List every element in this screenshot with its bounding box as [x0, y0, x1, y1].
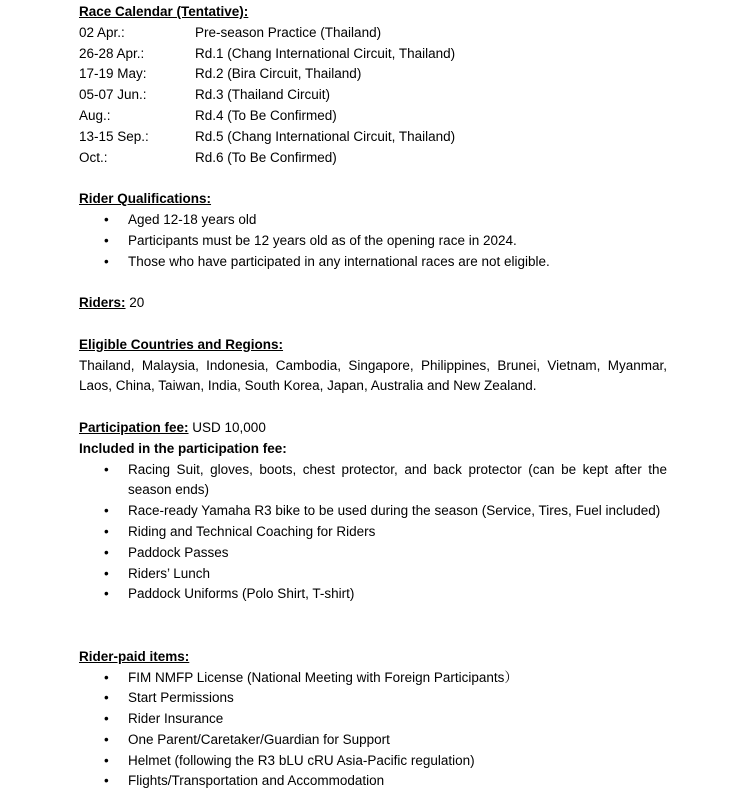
calendar-date: 02 Apr.:	[79, 24, 125, 40]
calendar-date: 13-15 Sep.:	[79, 128, 149, 144]
calendar-event: Rd.4 (To Be Confirmed)	[195, 107, 337, 123]
race-calendar-heading: Race Calendar (Tentative):	[79, 4, 249, 19]
calendar-row	[79, 106, 667, 127]
calendar-event: Rd.2 (Bira Circuit, Thailand)	[195, 66, 362, 82]
qualifications-list	[79, 210, 667, 272]
rider-qualifications-heading: Rider Qualifications:	[79, 191, 212, 207]
calendar-row	[79, 148, 667, 169]
calendar-date: 26-28 Apr.:	[79, 45, 145, 61]
list-item: • Rider Insurance	[79, 709, 667, 730]
calendar-event: Rd.5 (Chang International Circuit, Thailand)	[195, 128, 456, 144]
eligible-countries-text: Thailand, Malaysia, Indonesia, Cambodia, Singapore, Philippines, Brunei, Vietnam, Myanmar, Laos, China, Taiwan, India, South Korea, Japan, Australia and New Zealand.	[79, 357, 667, 394]
eligible-countries-heading: Eligible Countries and Regions:	[79, 336, 284, 352]
calendar-row	[79, 44, 667, 65]
riders-line	[79, 293, 667, 314]
participation-fee-line	[79, 418, 667, 439]
list-item: • Those who have participated in any international races are not eligible.	[79, 252, 667, 273]
list-item: • Helmet (following the R3 bLU cRU Asia-Pacific regulation)	[79, 751, 667, 772]
list-item: • Start Permissions	[79, 688, 667, 709]
list-item: • Flights/Transportation and Accommodation	[79, 771, 667, 792]
spacer	[79, 272, 667, 293]
list-item: • Participants must be 12 years old as of the opening race in 2024.	[79, 231, 667, 252]
riders-value: 20	[125, 295, 145, 311]
riders-label: Riders:	[79, 295, 126, 311]
list-item: • Racing Suit, gloves, boots, chest protector, and back protector (can be kept after the season ends)	[79, 460, 667, 502]
calendar-event: Rd.6 (To Be Confirmed)	[195, 149, 337, 165]
included-items-list	[79, 460, 667, 606]
calendar-row	[79, 64, 667, 85]
calendar-event: Pre-season Practice (Thailand)	[195, 24, 382, 40]
spacer	[79, 314, 667, 335]
calendar-date: Oct.:	[79, 149, 108, 165]
calendar-event: Rd.1 (Chang International Circuit, Thailand)	[195, 45, 456, 61]
rider-qualifications-section	[79, 189, 667, 272]
spacer	[79, 168, 667, 189]
calendar-date: Aug.:	[79, 107, 111, 123]
list-item: • Aged 12-18 years old	[79, 210, 667, 231]
calendar-row	[79, 85, 667, 106]
spacer	[79, 605, 667, 647]
list-item: • Paddock Uniforms (Polo Shirt, T-shirt)	[79, 584, 667, 605]
list-item: • FIM NMFP License (National Meeting with Foreign Participants）	[79, 668, 667, 689]
list-item: • Paddock Passes	[79, 543, 667, 564]
eligible-countries-section	[79, 335, 667, 397]
rider-paid-heading: Rider-paid items:	[79, 648, 190, 664]
included-heading: Included in the participation fee:	[79, 440, 287, 456]
race-calendar-list	[79, 23, 667, 169]
spacer	[79, 397, 667, 418]
list-item: • Riders’ Lunch	[79, 564, 667, 585]
participation-fee-value: USD 10,000	[188, 419, 266, 435]
rider-paid-list	[79, 668, 667, 793]
list-item: • One Parent/Caretaker/Guardian for Support	[79, 730, 667, 751]
calendar-date: 17-19 May:	[79, 66, 147, 82]
rider-paid-section	[79, 647, 667, 793]
calendar-row	[79, 23, 667, 44]
participation-fee-section	[79, 418, 667, 605]
participation-fee-label: Participation fee:	[79, 419, 189, 435]
document-page	[79, 2, 667, 792]
calendar-event: Rd.3 (Thailand Circuit)	[195, 87, 331, 103]
calendar-row	[79, 127, 667, 148]
race-calendar-section	[79, 2, 667, 168]
calendar-date: 05-07 Jun.:	[79, 87, 147, 103]
list-item: • Race-ready Yamaha R3 bike to be used during the season (Service, Tires, Fuel included)	[79, 501, 667, 522]
list-item: • Riding and Technical Coaching for Riders	[79, 522, 667, 543]
